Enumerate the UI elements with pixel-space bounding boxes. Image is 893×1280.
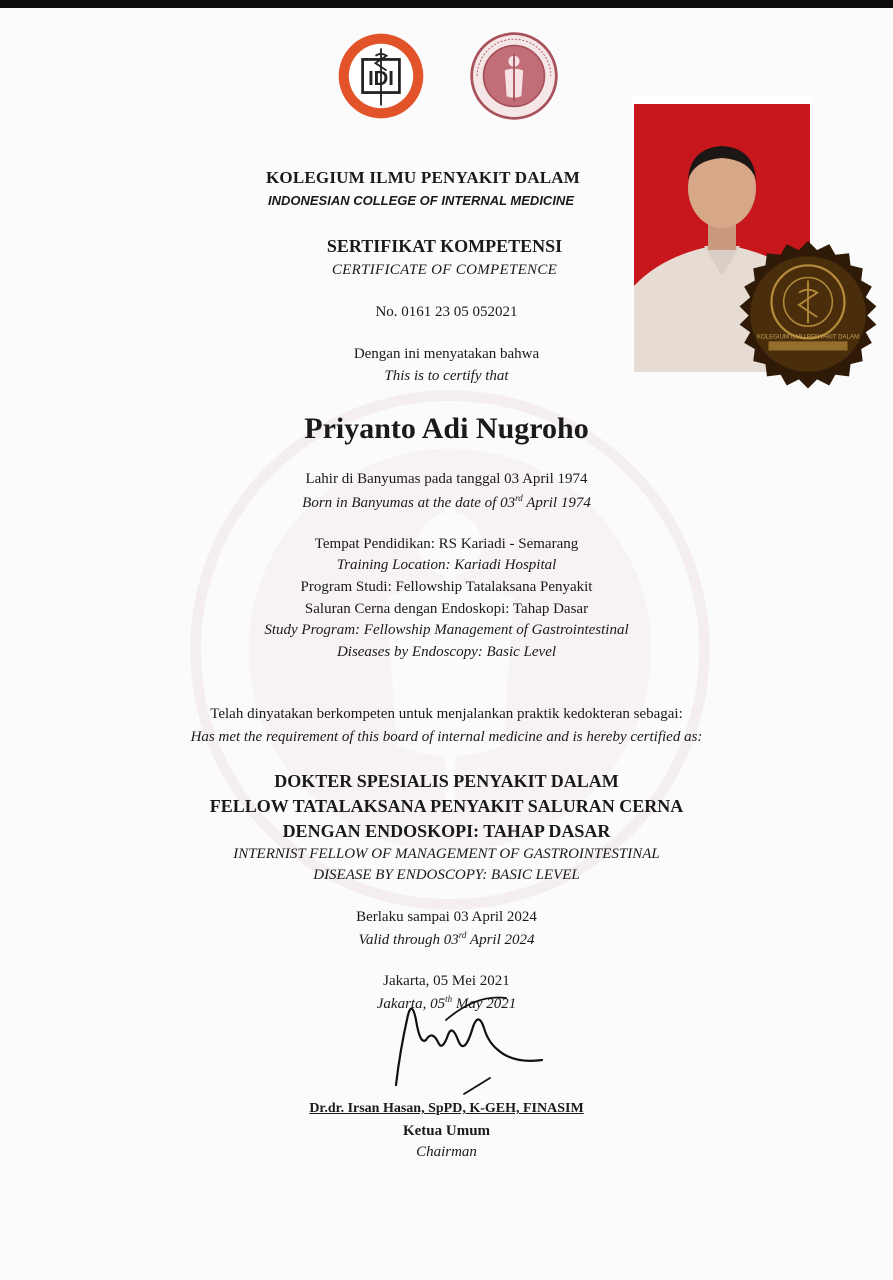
college-name-id: KOLEGIUM ILMU PENYAKIT DALAM (266, 168, 580, 187)
college-name-en: INDONESIAN COLLEGE OF INTERNAL MEDICINE (268, 193, 574, 208)
birth-line-en: Born in Banyumas at the date of 03rd April 1974 (302, 493, 591, 511)
study-program-en-2: Diseases by Endoscopy: Basic Level (336, 644, 557, 660)
competence-statement-id: Telah dinyatakan berkompeten untuk menjalankan praktik kedokteran sebagai: (210, 706, 683, 722)
study-program-id-2: Saluran Cerna dengan Endoskopi: Tahap Dasar (304, 601, 589, 617)
certify-line-en: This is to certify that (384, 368, 509, 384)
place-date-en: Jakarta, 05th May 2021 (376, 994, 517, 1012)
top-bar (0, 0, 893, 8)
certificate-title-en: CERTIFICATE OF COMPETENCE (331, 262, 558, 278)
validity-en: Valid through 03rd April 2024 (358, 930, 535, 948)
competence-title-id-1: DOKTER SPESIALIS PENYAKIT DALAM (274, 771, 619, 791)
competence-statement-en: Has met the requirement of this board of internal medicine and is hereby certified as: (190, 729, 703, 745)
certify-line-id: Dengan ini menyatakan bahwa (353, 346, 540, 362)
signer-role-id: Ketua Umum (402, 1123, 491, 1139)
recipient-name: Priyanto Adi Nugroho (304, 412, 589, 445)
competence-title-id-2: FELLOW TATALAKSANA PENYAKIT SALURAN CERNA (209, 796, 684, 816)
signer-role-en: Chairman (416, 1144, 477, 1160)
seal-text: KOLEGIUM ILMU PENYAKIT DALAM (756, 333, 860, 341)
training-location-id: Tempat Pendidikan: RS Kariadi - Semarang (314, 536, 579, 552)
signature-icon (386, 990, 556, 1100)
idi-logo-text: IDI (368, 68, 394, 91)
certificate-number: No. 0161 23 05 052021 (375, 304, 518, 320)
idi-logo-icon (335, 30, 427, 122)
study-program-id-1: Program Studi: Fellowship Tatalaksana Penyakit (300, 579, 593, 595)
competence-title-en-1: INTERNIST FELLOW OF MANAGEMENT OF GASTROINTESTINAL (233, 846, 660, 862)
study-program-en-1: Study Program: Fellowship Management of Gastrointestinal (264, 622, 629, 638)
validity-id: Berlaku sampai 03 April 2024 (356, 909, 537, 925)
certificate-title-id: SERTIFIKAT KOMPETENSI (326, 236, 563, 256)
birth-line-id: Lahir di Banyumas pada tanggal 03 April 1974 (305, 471, 588, 487)
competence-title-en-2: DISEASE BY ENDOSCOPY: BASIC LEVEL (313, 867, 580, 883)
training-location-en: Training Location: Kariadi Hospital (336, 557, 557, 573)
papdi-logo-icon (468, 30, 560, 122)
signer-name: Dr.dr. Irsan Hasan, SpPD, K-GEH, FINASIM (309, 1101, 584, 1116)
competence-title-id-3: DENGAN ENDOSKOPI: TAHAP DASAR (282, 821, 611, 841)
place-date-id: Jakarta, 05 Mei 2021 (383, 973, 510, 989)
